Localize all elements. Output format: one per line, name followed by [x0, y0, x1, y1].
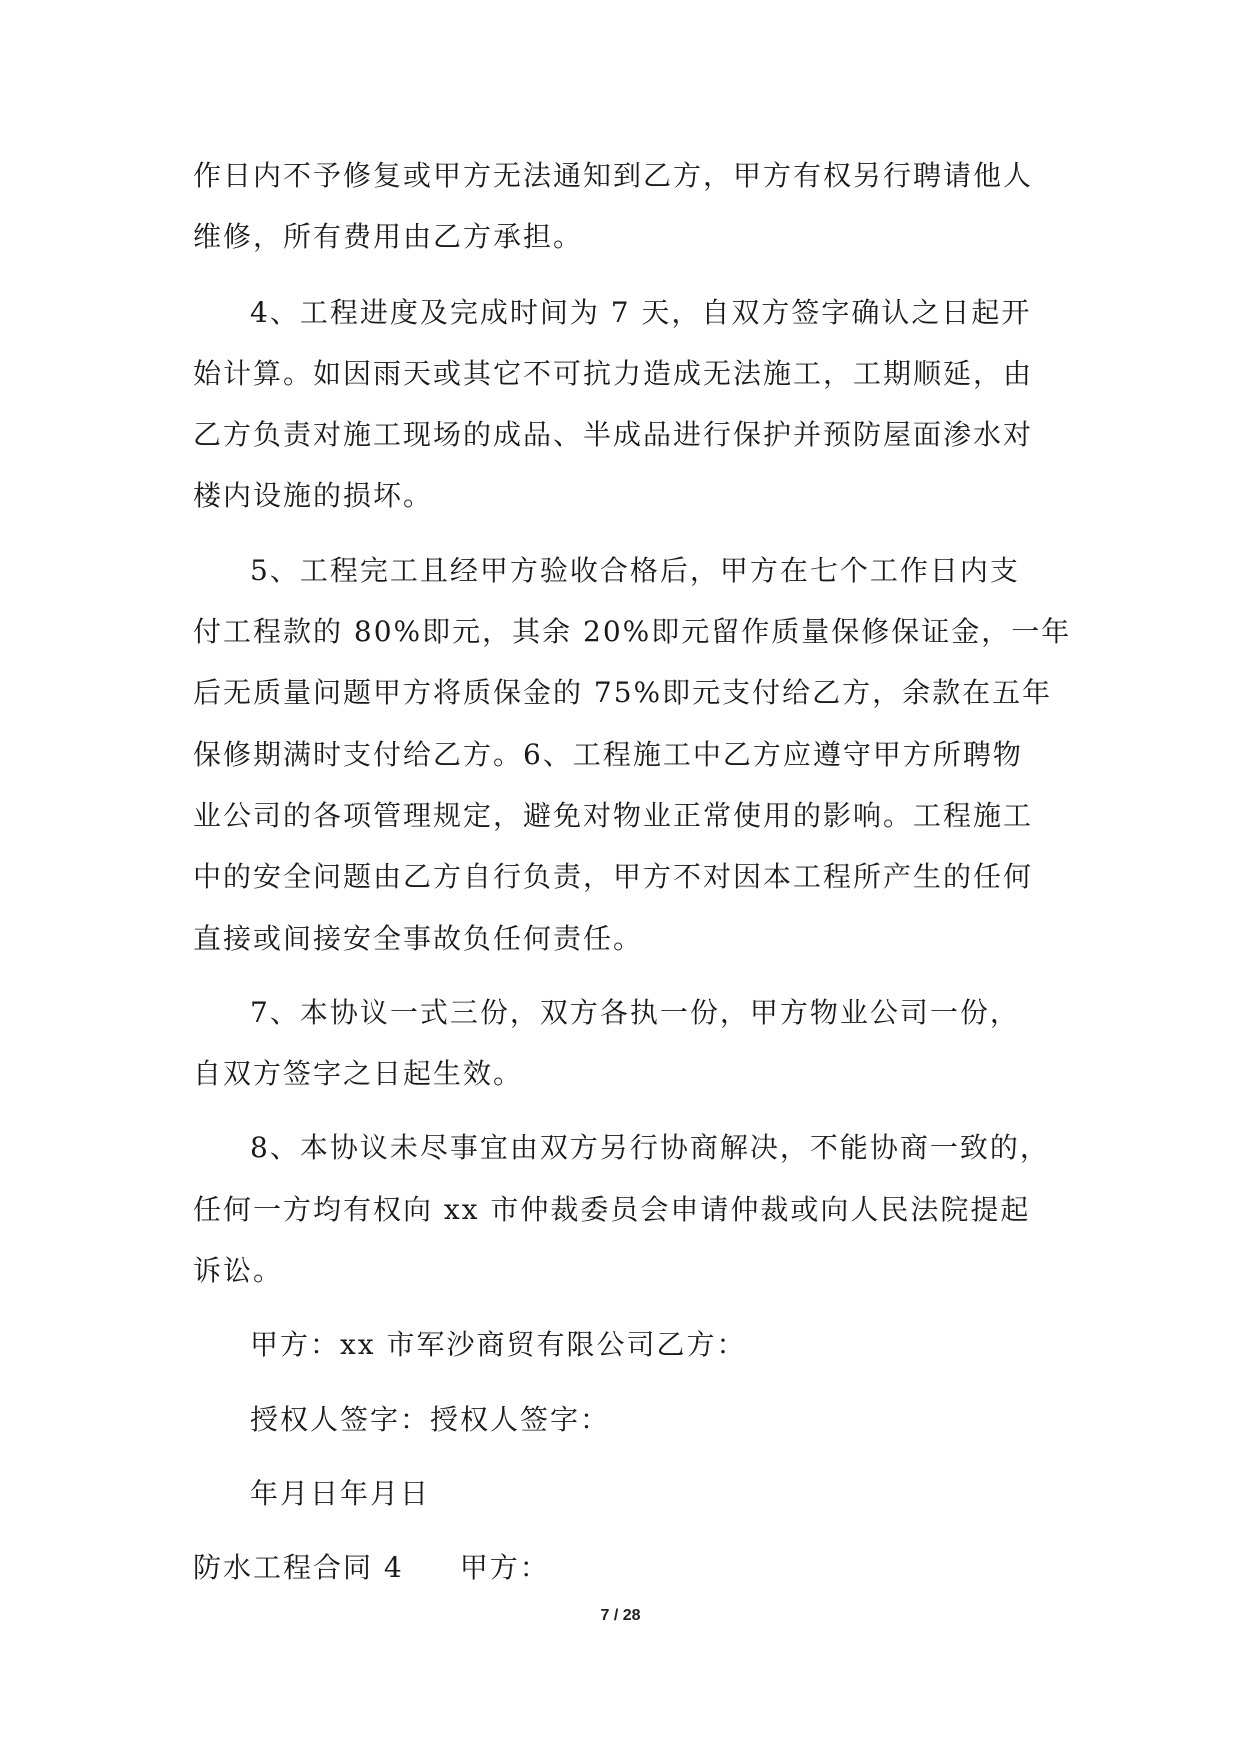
- text-line: 后无质量问题甲方将质保金的 75%即元支付给乙方，余款在五年: [193, 676, 1053, 710]
- section-title: 防水工程合同 4: [193, 1551, 404, 1585]
- text-line: 楼内设施的损坏。: [193, 479, 434, 513]
- text-line: 中的安全问题由乙方自行负责，甲方不对因本工程所产生的任何: [193, 860, 1034, 894]
- text-line: 任何一方均有权向 xx 市仲裁委员会申请仲裁或向人民法院提起: [193, 1192, 1031, 1226]
- text-line: 8、本协议未尽事宜由双方另行协商解决，不能协商一致的，: [250, 1131, 1050, 1165]
- text-line: 乙方负责对施工现场的成品、半成品进行保护并预防屋面渗水对: [193, 418, 1034, 452]
- signature-party-line: 甲方：xx 市军沙商贸有限公司乙方：: [250, 1328, 747, 1362]
- text-line: 5、工程完工且经甲方验收合格后，甲方在七个工作日内支: [250, 553, 1020, 587]
- text-line: 自双方签字之日起生效。: [193, 1057, 524, 1091]
- text-line: 始计算。如因雨天或其它不可抗力造成无法施工，工期顺延，由: [193, 356, 1034, 390]
- text-line: 7、本协议一式三份，双方各执一份，甲方物业公司一份，: [250, 995, 1020, 1029]
- signature-authorized-line: 授权人签字：授权人签字：: [250, 1402, 611, 1436]
- text-line: 诉讼。: [193, 1254, 284, 1288]
- text-line: 直接或间接安全事故负任何责任。: [193, 921, 644, 955]
- section-party-label: 甲方：: [459, 1551, 550, 1585]
- text-line: 维修，所有费用由乙方承担。: [193, 220, 584, 254]
- text-line: 4、工程进度及完成时间为 7 天，自双方签字确认之日起开: [250, 295, 1032, 329]
- signature-date-line: 年月日年月日: [250, 1476, 431, 1510]
- text-line: 付工程款的 80%即元，其余 20%即元留作质量保修保证金，一年: [193, 615, 1072, 649]
- text-line: 业公司的各项管理规定，避免对物业正常使用的影响。工程施工: [193, 798, 1034, 832]
- section-heading: [193, 1537, 1063, 1598]
- document-body: [193, 145, 1072, 1599]
- page-number: 7 / 28: [600, 1607, 641, 1624]
- text-line: 保修期满时支付给乙方。6、工程施工中乙方应遵守甲方所聘物: [193, 737, 1023, 771]
- text-line: 作日内不予修复或甲方无法通知到乙方，甲方有权另行聘请他人: [193, 159, 1034, 192]
